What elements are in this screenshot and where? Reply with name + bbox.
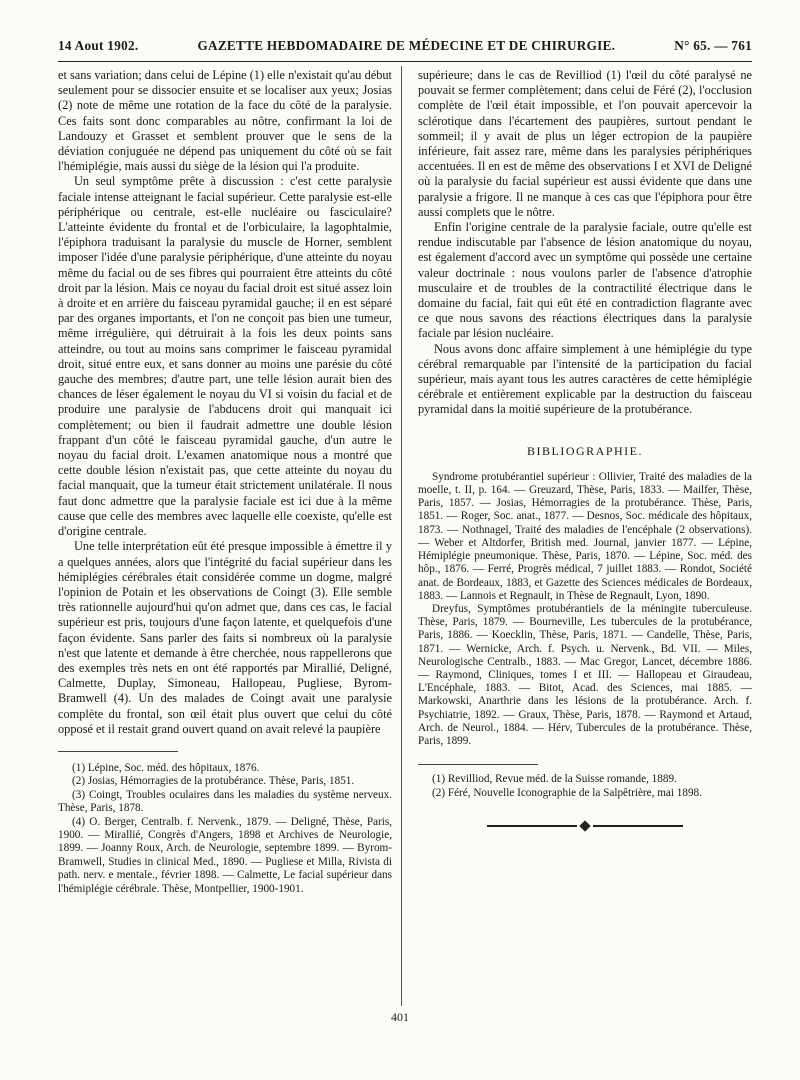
body-paragraph: supérieure; dans le cas de Revilliod (1) l'œil du côté paralysé ne pouvait se fermer complètement; dans celui de Féré (2), l'occlusion complète de l'œil était impossible, et l'on pouvait apercevoir la sclérotique dans l'écartement des paupières, surtout pendant le sommeil; il y avait de plus un léger ectropion de la paupière inférieure, fait assez rare, même dans les paralysies périphériques accentuées. Il en est de même des observations I et XVI de Deligné où la paralysie du facial supérieur est aussi évidente que dans une paralysie a frigore. Il ne manque à ces cas que l'épiphora pour être aussi complets que le nôtre.: [418, 68, 752, 219]
ornament-line: [487, 825, 577, 827]
left-column: [58, 68, 392, 896]
body-paragraph: Enfin l'origine centrale de la paralysie faciale, outre qu'elle est rendue indiscutable par l'absence de lésion anatomique du noyau, est également d'accord avec un symptôme qui possède une certaine valeur doctrinale : nous voulons parler de l'absence d'atrophie musculaire et de troubles de la contractilité électrique dans le domaine du facial, fait qui eût été en contradiction flagrante avec ce que nous savons des réactions électriques dans la paralysie faciale par lésion nucléaire.: [418, 220, 752, 341]
bibliography-entry: Syndrome protubérantiel supérieur : Ollivier, Traité des maladies de la moelle, t. II, p. 164. — Greuzard, Thèse, Paris, 1833. — Mailfer, Thèse, Paris, 1857. — Josias, Hémorragies de la protubérance. Thèse, Paris, 1851. — Roger, Soc. anat., 1877. — Desnos, Soc. médicale des hôpitaux, 1873. — Nothnagel, Traité des maladies de l'encéphale (2 observations). — Weber et Altdorfer, British med. Journal, janvier 1877. — Lépine, Hémiplégie pneumonique. Thèse, Paris, 1870. — Lépine, Soc. méd. des hôp., 1876. — Ferré, Progrès médical, 7 juillet 1883. — Rondot, Société anat. de Bordeaux, 1883, et Gazette des Sciences médicales de Bordeaux, 1883. — Lannois et Regnault, in Thèse de Regnault, Lyon, 1890.: [418, 470, 752, 602]
header-journal-title: GAZETTE HEBDOMADAIRE DE MÉDECINE ET DE CHIRURGIE.: [197, 38, 616, 53]
header-date: 14 Aout 1902.: [58, 38, 139, 53]
body-paragraph: Un seul symptôme prête à discussion : c'est cette paralysie faciale intense atteignant le facial supérieur. Cette paralysie est-elle périphérique ou centrale, est-elle nucléaire ou fasciculaire? L'atteinte évidente du frontal et de l'orbiculaire, la lagophtalmie, l'épiphora traduisant la paralysie du muscle de Horner, semblent imposer l'idée d'une paralysie périphérique, d'une atteinte du noyau même du facial ou de ses fibres qui pourraient être atteints du côté droit par la lésion. Mais ce noyau du facial droit est situé assez loin à droite et en arrière du faisceau pyramidal gauche; il en est séparé par des organes importants, et l'on ne conçoit pas bien une tumeur, même irrégulière, qui détruirait à la fois les deux points sans atteindre, ou tout au moins sans comprimer le faisceau pyramidal droit, situé entre eux, et sans donner au moins une parésie du côté gauche des membres; d'autre part, une telle lésion aurait bien des chances de léser également le noyau du VI si voisin du facial et de produire une paralysie de l'abducens droit qui manquait ici complètement; ou bien il faudrait admettre une double lésion frappant d'un côté le faisceau pyramidal gauche, d'un autre le noyau du facial droit. L'examen anatomique nous a montré que cette double lésion n'existait pas, que cette atteinte du noyau du facial manquait, que la tumeur était strictement unilatérale. Il nous faut donc admettre que la paralysie faciale est ici due à la même cause que celle des membres avec laquelle elle coexiste, qu'elle est d'origine centrale.: [58, 174, 392, 539]
right-column: [418, 68, 752, 830]
footnote-rule: [58, 751, 178, 752]
footnote: (3) Coingt, Troubles oculaires dans les maladies du système nerveux. Thèse, Paris, 1878.: [58, 788, 392, 815]
bibliography-heading: BIBLIOGRAPHIE.: [527, 443, 643, 458]
footnote: (1) Revilliod, Revue méd. de la Suisse romande, 1889.: [432, 773, 677, 786]
body-paragraph: et sans variation; dans celui de Lépine (1) elle n'existait qu'au début seulement pour se dissocier ensuite et se localiser aux yeux; Josias (2) note de même une rotation de la face du côté de la paralysie. Ces faits sont donc comparables au nôtre, confirmant la loi de Landouzy et Grasset et semblent prouver que le sens de la déviation conjuguée ne dépend pas uniquement du côté où se fait l'hémiplégie, mais aussi du siège de la lésion qui l'a produite.: [58, 68, 392, 174]
column-divider: [401, 66, 402, 1006]
bibliography-entry: Dreyfus, Symptômes protubérantiels de la méningite tuberculeuse. Thèse, Paris, 1879. — Bourneville, Les tubercules de la protubérance, Paris, 1886. — Koecklin, Thèse, Paris, 1871. — Candelle, Thèse, Paris, 1871. — Wernicke, Arch. f. Psych. u. Nervenk., Bd. VII. — Miles, Neurologische Centralb., 1883. — Mac Gregor, Lancet, décembre 1886. — Raymond, Cliniques, tomes I et III. — Hallopeau et Giraudeau, L'Encéphale, 1883. — Bitot, Acad. des Sciences, mai 1885. — Markowski, Anarthrie dans les lésions de la protubérance. Arch. f. Psychiatrie, 1892. — Graux, Thèse, Paris, 1878. — Raymond et Artaud, Arch. de Neurol., 1884. — Hérv, Tubercules de la protubérance. Thèse, Paris, 1899.: [418, 602, 752, 747]
end-ornament: [418, 822, 752, 830]
body-paragraph: Une telle interprétation eût été presque impossible à émettre il y a quelques années, alors que l'intégrité du facial supérieur dans les hémiplégies cérébrales était considérée comme un dogme, malgré l'opinion de Potain et les observations de Coingt (3). Elle semble très rationnelle aujourd'hui qu'on admet que, dans ces cas, le facial supérieur est pris, toujours d'une façon latente, et quelquefois d'une façon évidente. Sans parler des faits si nombreux où la paralysie n'est que latente et demande à être cherchée, nous rappellerons que des exemples très nets en ont été rapportés par Mirallié, Deligné, Calmette, Duplay, Simoneau, Hallopeau, Pugliese, Byrom-Bramwell (4). Un des malades de Coingt avait une paralysie complète du frontal, son œil était plus ouvert que celui du côté opposé et il restait grand ouvert quand on avait relevé la paupière: [58, 539, 392, 736]
footnote: (4) O. Berger, Centralb. f. Nervenk., 1879. — Deligné, Thèse, Paris, 1900. — Mirallié, Congrès d'Angers, 1898 et Archives de Neurologie, 1899. — Joanny Roux, Arch. de Neurologie, septembre 1899. — Byrom-Bramwell, Studies in clinical Med., 1890. — Pugliese et Milla, Rivista di path. nerv. e mentale., février 1898. — Calmette, Le facial supérieur dans l'hémiplégie cérébrale. Thèse, Montpellier, 1900-1901.: [58, 815, 392, 895]
body-paragraph: Nous avons donc affaire simplement à une hémiplégie du type cérébral remarquable par l'intensité de la participation du facial supérieur, mais ayant tous les autres caractères de cette hémiplégie cérébrale et entièrement explicable par la destruction du faisceau pyramidal dans la moitié supérieure de la protubérance.: [418, 341, 752, 417]
diamond-ornament-icon: [579, 820, 590, 831]
header-issue-page: N° 65. — 761: [674, 38, 752, 53]
header-rule: [58, 61, 752, 62]
page-number: 401: [391, 1010, 409, 1024]
footnote: (2) Josias, Hémorragies de la protubérance. Thèse, Paris, 1851.: [72, 775, 355, 788]
ornament-line: [593, 825, 683, 827]
footnote-rule: [418, 764, 538, 765]
footnote: (1) Lépine, Soc. méd. des hôpitaux, 1876.: [72, 761, 260, 774]
running-header: [58, 38, 752, 60]
footnote: (2) Féré, Nouvelle Iconographie de la Salpêtrière, mai 1898.: [432, 786, 702, 799]
